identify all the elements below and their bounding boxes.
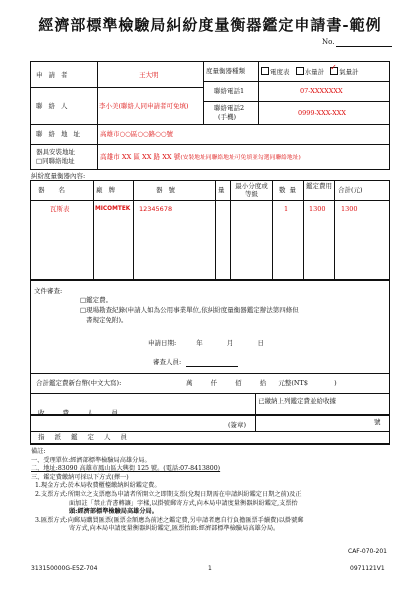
fee-total-label: 合計鑑定費新台幣(中文大寫): [36,379,122,387]
option-electricity-meter[interactable]: 電度表 [261,68,290,76]
device-brand-cell: MICOMTEK [95,206,131,212]
row-divider [30,87,203,88]
assign-label: 指派鑑定人員 [38,433,137,441]
device-type-options[interactable] [261,67,359,76]
install-label: 器具安裝地址 [36,148,75,156]
document-review-label: 文件審查: [34,287,63,295]
row-divider [203,81,390,82]
col-divider [215,180,216,280]
form-number-label: No. [322,38,335,46]
document-item-site-record[interactable]: □現場勘查紀錄(申請人如為公用事業單位,依糾紛度量衡器鑑定辦法第四條但 [80,306,299,314]
receipt-seal-label: (簽章) [228,421,247,429]
row-divider [30,393,390,394]
row-divider [30,144,390,145]
install-same-checkbox[interactable]: □同聯絡地址 [36,157,75,165]
option-gas-meter[interactable]: ✓ 氣量計 [330,68,359,76]
device-type-label: 度量衡器種類 [206,67,245,75]
col-divider [97,61,98,170]
address-label: 聯絡地址 [36,130,86,138]
phone2-label-sub: (手機) [218,113,237,121]
row-divider [30,124,390,125]
col-header-brand: 廠牌 [96,186,121,194]
address-value: 高雄市○○區○○路○○號 [100,130,174,138]
note-line: 寄方式,向本局申請度量衡器糾紛鑑定,匯票抬頭:經濟部標準檢驗局高雄分局。 [69,525,280,533]
note-line: 面加註「禁止背書轉讓」字樣,以掛號郵寄方式,向本局申請度量衡器糾紛鑑定,支票抬 [69,499,298,507]
col-header-fee: 鑑定費用 [306,182,332,190]
col-divider [203,61,204,124]
receipt-paid-note: 已繳納上列鑑定費並給收據 [258,397,336,405]
page-title: 經濟部標準檢驗局糾紛度量衡器鑑定申請書-範例 [38,16,382,34]
col-divider [258,61,259,124]
col-divider [272,180,273,280]
col-header-name: 器名 [38,186,79,194]
assign-box [30,426,390,444]
col-header-total: 合計(元) [338,186,363,194]
reviewer-signature-line [186,366,238,367]
device-serial-cell: 12345678 [139,205,173,213]
option-water-meter[interactable]: 水量計 [296,68,325,76]
notes-header: 備註: [31,448,46,455]
phone2-value: 0999-XXX-XXX [298,109,347,117]
receipt-label: 收費人員 [38,409,136,417]
note-line: 二、地址:83090 高雄市鳳山區大興街 125 號。(電話:07-8413800) [31,465,221,473]
checkbox-icon[interactable] [296,67,304,75]
checkbox-checked-icon[interactable] [330,67,338,75]
col-divider [230,180,231,280]
col-header-serial: 器號 [156,186,181,194]
col-header-resolution: 最小分度或等級 [235,182,268,198]
footer-left: 313150000G-E5Z-704 [31,565,98,572]
applicant-name: 王大明 [139,71,159,79]
col-divider [334,180,335,280]
install-value: 高雄市 XX 區 XX 路 XX 號(安裝地址同聯絡地址可免填並勾選同聯絡地址) [100,153,301,161]
reviewer-label: 審查人員: [153,358,182,366]
receipt-number-label: 號 [374,418,381,426]
phone1-value: 07-XXXXXXX [300,87,343,95]
checkbox-icon[interactable] [261,67,269,75]
fee-total-units: 萬 仟 佰 拾 元整(NT$ ) [186,379,337,387]
phone2-label: 聯絡電話2 [214,104,245,112]
footer-right: 0971121V1 [350,565,385,572]
contact-value: 李小美(聯絡人同申請者可免填) [99,102,189,110]
form-code: CAF-070-201 [348,548,387,555]
devices-caption: 糾紛度量衡器內容: [31,172,86,180]
row-divider [30,373,390,374]
col-header-capacity: 量 [218,186,225,194]
device-quantity-cell: 1 [284,205,289,213]
note-line: 一、受理單位:經濟部標準檢驗局高雄分局。 [31,456,151,464]
col-header-quantity: 數量 [279,186,300,194]
contact-label: 聯絡人 [36,102,74,110]
col-divider [93,180,94,280]
applicant-label: 申請者 [36,71,74,79]
footer-page-number: 1 [208,565,212,572]
note-line: 三、鑑定費繳納可採以下方式(擇一) [31,473,129,481]
row-divider [30,444,390,445]
row-divider [30,200,390,201]
col-divider [133,180,134,280]
col-divider [303,180,304,280]
note-line: 1.現金方式:於本局收費櫃檯繳納糾紛鑑定費。 [35,482,161,490]
device-total-cell: 1300 [341,205,358,213]
device-fee-cell: 1300 [309,205,326,213]
row-divider [203,101,390,102]
note-line: 3.匯票方式:向郵局購買匯票(匯票金額應為前述之鑑定費,另申請者應自行負擔匯票手續費)以掛號郵 [35,516,304,524]
document-item-site-record-cont: 書規定免附)。 [86,316,128,324]
notes-section [31,448,303,534]
device-name-cell: 瓦斯表 [50,205,70,213]
phone1-label: 聯絡電話1 [214,87,245,95]
apply-date: 申請日期: 年 月 日 [148,339,264,347]
form-number-line [336,46,392,47]
note-line: 頭:經濟部標準檢驗局高雄分局。 [69,508,158,516]
document-item-fee[interactable]: □鑑定費。 [80,296,113,304]
devices-table [30,180,390,280]
note-line: 2.支票方式:所開立之支票應為申請者所開立之即期支票(兌現日期需在申請糾紛鑑定日期之前)及正 [35,490,302,498]
